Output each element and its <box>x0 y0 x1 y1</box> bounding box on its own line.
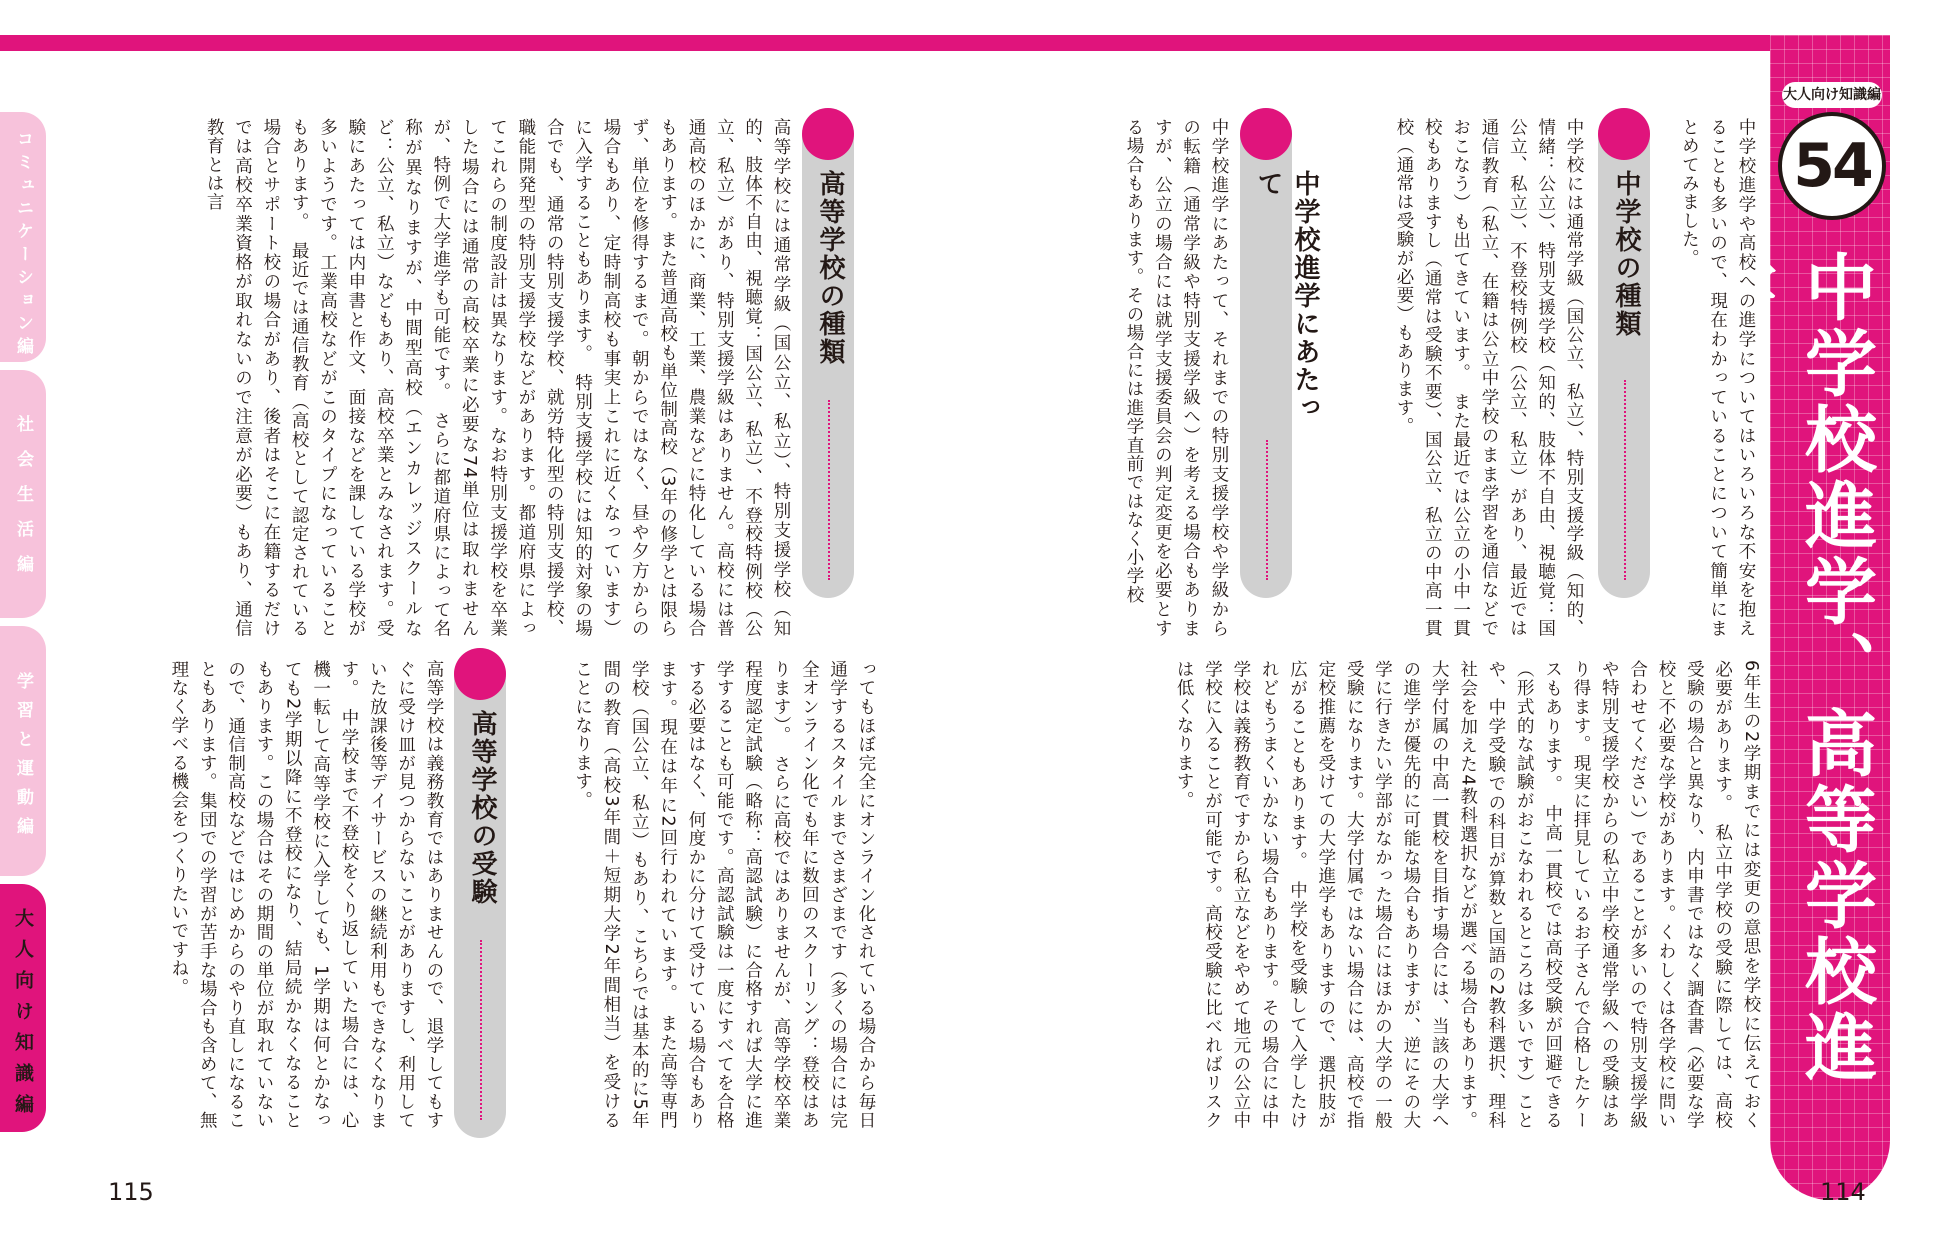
category-tag: 大人向け知識編 <box>1782 82 1882 108</box>
section-body: 中学校進学にあたって、それまでの特別支援学校や学級からの転籍（通常学級や特別支援学級へ）を考える場合もありますが、公立の場合には就学支援委員会の判定変更を必要とする場合もあります。その場合には進学直前ではなく小学校 <box>1123 118 1229 638</box>
main-title: 中学校進学、高等学校進学 <box>1693 250 1877 1086</box>
side-tab-communication[interactable]: コミュニケーション編 <box>0 112 46 362</box>
heading-divider <box>1266 440 1268 580</box>
heading-divider <box>828 400 830 580</box>
heading-divider <box>1624 380 1626 580</box>
heading-pill-dot <box>802 108 854 160</box>
page-number-left: 115 <box>108 1178 154 1206</box>
section-heading: 中学校進学にあたって <box>1253 170 1320 422</box>
heading-pill-dot <box>1598 108 1650 160</box>
page-number-right: 114 <box>1820 1178 1866 1206</box>
heading-pill-dot <box>454 648 506 700</box>
section-body: 中学校には通常学級（国公立、私立）、特別支援学級（知的、情緒：公立）、特別支援学校（知的、肢体不自由、視聴覚：国公立、私立）、不登校特例校（公立、私立）があり、最近では通信教育（私立、在籍は公立中学校のまま学習を通信などでおこなう）も出てきています。 また最近では公立の小中一貫校もありますし（通常は受験不要）、国公立、私立の中高一貫校（通常は受験が必要）もあります。 <box>1393 118 1584 638</box>
side-tab-study-exercise[interactable]: 学習と運動編 <box>0 626 46 876</box>
lower-body-left: ってもほぼ完全にオンライン化されている場合から毎日通学するスタイルまでさまざまです（多くの場合には完全オンライン化でも年に数回のスクーリング：登校はあります）。 さらに高校ではありませんが、高等学校卒業程度認定試験（略称：高認試験）に合格すれば大学に進学することも可能です。高認試験は一度にすべてを合格する必要はなく、何度かに分けて受けている場合もあります。現在は年に2回行われています。 また高等専門学校（国公立、私立）もあり、こちらでは基本的に5年間の教育（高校3年間＋短期大学2年間相当）を受けることになります。 <box>572 660 876 1130</box>
heading-divider <box>480 940 482 1120</box>
heading-pill-dot <box>1240 108 1292 160</box>
intro-text: 中学校進学や高校への進学についてはいろいろな不安を抱えることも多いので、現在わかっていることについて簡単にまとめてみました。 <box>1679 118 1756 638</box>
section-number: 54 <box>1778 112 1886 220</box>
side-tab-adult-knowledge[interactable]: 大人向け知識編 <box>0 884 46 1132</box>
lower-body-right: 6年生の2学期までには変更の意思を学校に伝えておく必要があります。 私立中学校の受験に際しては、高校受験の場合と異なり、内申書ではなく調査書（必要な学校と不必要な学校があります。くわしくは各学校に問い合わせてください）であることが多いので特別支援学級や特別支援学校からの私立中学校通常学級への受験はあり得ます。現実に拝見しているお子さんで合格したケースもあります。 中高一貫校では高校受験が回避できる（形式的な試験がおこなわれるところは多いです）ことや、中学受験での科目が算数と国語の2教科選択、理科社会を加えた4教科選択などが選べる場合もあります。大学付属の中高一貫校を目指す場合には、当該の大学への進学が優先的に可能な場合もありますが、逆にその大学に行きたい学部がなかった場合にはほかの大学の一般受験になります。大学付属ではない場合には、高校で指定校推薦を受けての大学進学もありますので、選択肢が広がることもあります。 中学校を受験して入学したけれどもうまくいかない場合もあります。その場合には中学校は義務教育ですから私立などをやめて地元の公立中学校に入ることが可能です。高校受験に比べればリスクは低くなります。 <box>1174 660 1761 1130</box>
section-body: 高等学校には通常学級（国公立、私立）、特別支援学校（知的、肢体不自由、視聴覚：国公立、私立）、不登校特例校（公立、私立）があり、特別支援学級はありません。高校には普通高校のほかに、商業、工業、農業などに特化している場合もあります。また普通高校も単位制高校（3年の修学とは限らず、単位を修得するまで。朝からではなく、昼や夕方からの場合もあり、定時制高校も事実上これに近くなっています）に入学することもあります。 特別支援学校には知的対象の場合でも、通常の特別支援学校、就労特化型の特別支援学校、職能開発型の特別支援学校などがあります。都道府県によってこれらの制度設計は異なります。なお特別支援学校を卒業した場合には通常の高校卒業に必要な74単位は取れませんが、特例で大学進学も可能です。 さらに都道府県によって名称が異なりますが、中間型高校（エンカレッジスクールなど：公立、私立）などもあり、高校卒業とみなされます。受験にあたっては内申書と作文、面接などを課している学校が多いようです。工業高校などがこのタイプになっていることもあります。 最近では通信教育（高校として認定されている場合とサポート校の場合があり、後者はそこに在籍するだけでは高校卒業資格が取れないので注意が必要）もあり、通信教育とは言 <box>204 118 791 638</box>
section-heading: 高等学校の種類 <box>815 170 845 366</box>
section-heading: 高等学校の受験 <box>467 710 497 906</box>
top-accent-band <box>0 35 1770 51</box>
section-heading: 中学校の種類 <box>1611 170 1641 338</box>
side-tab-social-life[interactable]: 社会生活編 <box>0 370 46 618</box>
section-body: 高等学校は義務教育ではありませんので、退学してもすぐに受け皿が見つからないことがありますし、利用していた放課後等デイサービスの継続利用もできなくなります。 中学校まで不登校をくり返していた場合には、心機一転して高等学校に入学しても、1学期は何とかなっても2学期以降に不登校になり、結局続かなくなることもあります。この場合はその期間の単位が取れていないので、通信制高校などではじめからのやり直しになることもあります。集団での学習が苦手な場合も含めて、無理なく学べる機会をつくりたいですね。 <box>168 660 444 1130</box>
